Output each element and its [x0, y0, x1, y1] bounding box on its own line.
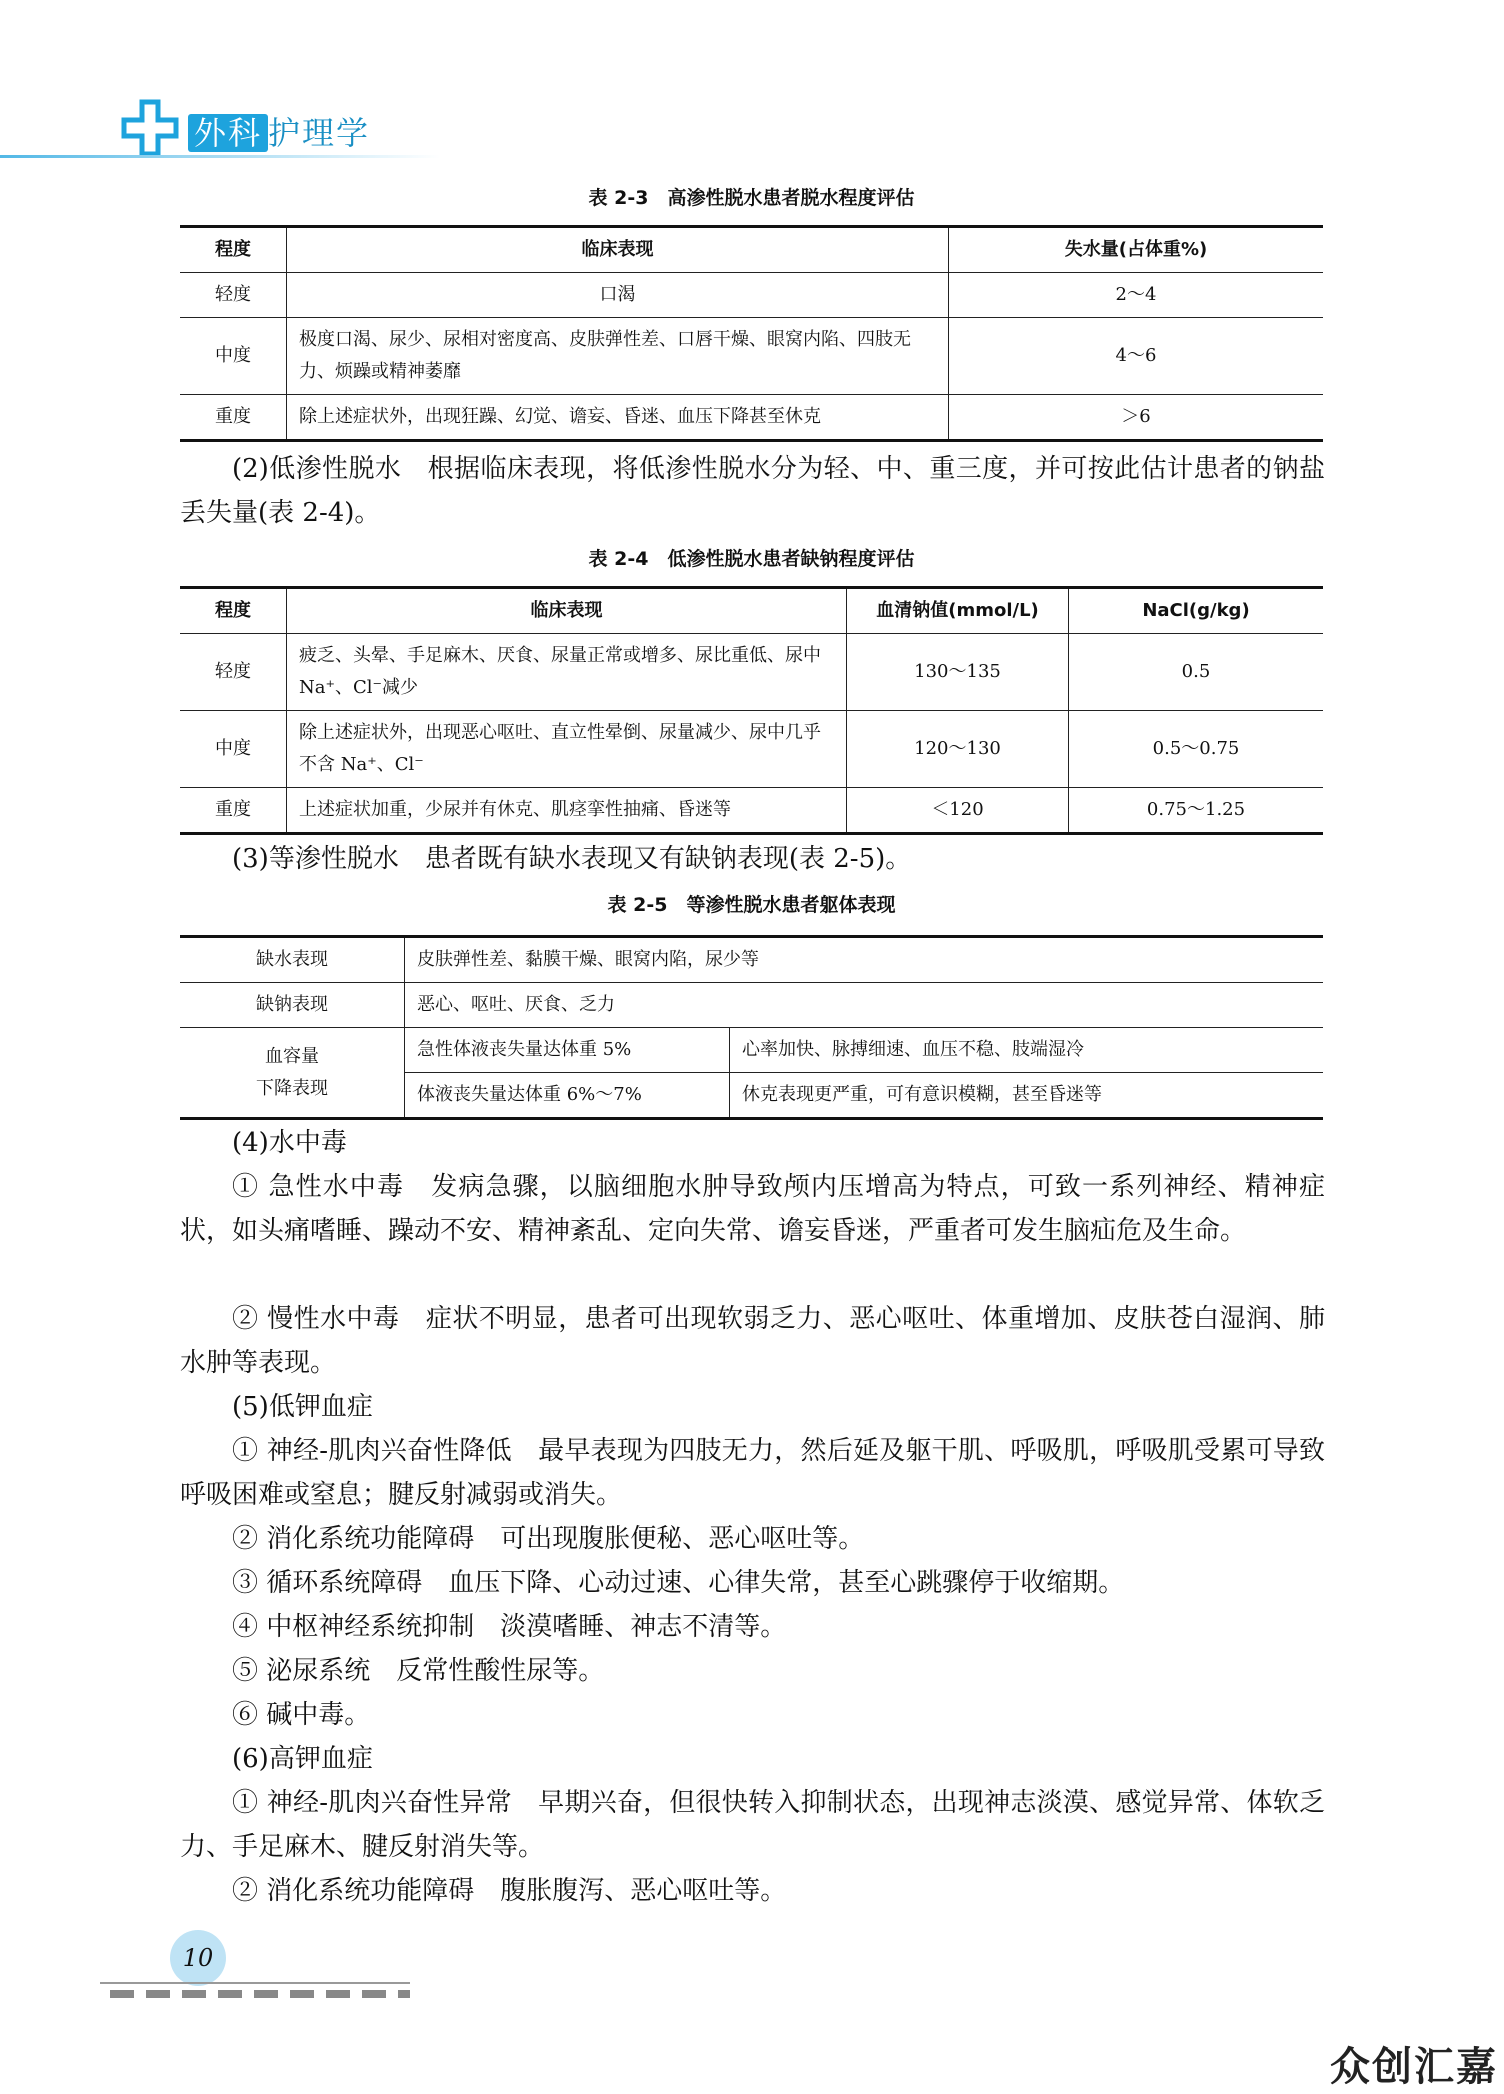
table-cell: 皮肤弹性差、黏膜干燥、眼窝内陷，尿少等 — [405, 937, 1324, 983]
brand-part2: 护理学 — [268, 114, 371, 152]
header-divider — [0, 155, 440, 158]
table-cell: 心率加快、脉搏细速、血压不稳、肢端湿冷 — [730, 1028, 1324, 1073]
label-line: 下降表现 — [256, 1077, 328, 1099]
label-line: 血容量 — [265, 1045, 319, 1067]
table-header-cell: 程度 — [180, 227, 287, 273]
table-header-cell: 程度 — [180, 588, 287, 634]
table-header-cell: 临床表现 — [287, 227, 949, 273]
table-cell: 中度 — [180, 318, 287, 395]
table-cell: 恶心、呕吐、厌食、乏力 — [405, 983, 1324, 1028]
paragraph-hypokalemia-digestive: ② 消化系统功能障碍 可出现腹胀便秘、恶心呕吐等。 — [232, 1524, 865, 1554]
table-cell: 0.5 — [1069, 634, 1324, 711]
table-cell: ＜120 — [847, 788, 1069, 834]
book-header — [110, 98, 410, 158]
paragraph-hypokalemia-circulatory: ③ 循环系统障碍 血压下降、心动过速、心律失常，甚至心跳骤停于收缩期。 — [232, 1568, 1125, 1598]
table-cell: 中度 — [180, 711, 287, 788]
table-cell: 轻度 — [180, 634, 287, 711]
table-2-3-caption: 表 2-3 高渗性脱水患者脱水程度评估 — [588, 187, 915, 209]
watermark: 众创汇嘉 — [1330, 2044, 1498, 2090]
table-cell: 疲乏、头晕、手足麻木、厌食、尿量正常或增多、尿比重低、尿中 Na⁺、Cl⁻减少 — [287, 634, 847, 711]
table-2-5 — [180, 935, 1323, 1120]
table-cell: 0.75～1.25 — [1069, 788, 1324, 834]
book-title-logo — [188, 108, 370, 154]
table-cell: 轻度 — [180, 273, 287, 318]
footer-dash-decoration — [110, 1990, 410, 1998]
paragraph-hyperkalemia-neuromuscular: ① 神经-肌肉兴奋性异常 早期兴奋，但很快转入抑制状态，出现神志淡漠、感觉异常、体软乏力、手足麻木、腱反射消失等。 — [180, 1788, 1325, 1862]
table-cell: 除上述症状外，出现恶心呕吐、直立性晕倒、尿量减少、尿中几乎不含 Na⁺、Cl⁻ — [287, 711, 847, 788]
table-cell: 急性体液丧失量达体重 5% — [405, 1028, 730, 1073]
table-cell: 除上述症状外，出现狂躁、幻觉、谵妄、昏迷、血压下降甚至休克 — [287, 395, 949, 441]
heading-hyperkalemia: (6)高钾血症 — [232, 1744, 373, 1774]
table-cell: 重度 — [180, 788, 287, 834]
page-number: 10 — [170, 1930, 226, 1986]
table-header-cell: 血清钠值(mmol/L) — [847, 588, 1069, 634]
table-2-4 — [180, 586, 1323, 835]
table-cell: 体液丧失量达体重 6%～7% — [405, 1073, 730, 1119]
paragraph-hypokalemia-cns: ④ 中枢神经系统抑制 淡漠嗜睡、神志不清等。 — [232, 1612, 787, 1642]
table-header-cell: NaCl(g/kg) — [1069, 588, 1324, 634]
heading-hypokalemia: (5)低钾血症 — [232, 1392, 373, 1422]
table-row — [180, 1028, 1323, 1073]
paragraph-chronic-water-intoxication: ② 慢性水中毒 症状不明显，患者可出现软弱乏力、恶心呕吐、体重增加、皮肤苍白湿润、肺水肿等表现。 — [180, 1304, 1325, 1378]
table-cell: 口渴 — [287, 273, 949, 318]
table-row — [180, 273, 1323, 318]
table-cell: ＞6 — [949, 395, 1324, 441]
table-row — [180, 937, 1323, 983]
table-2-5-caption: 表 2-5 等渗性脱水患者躯体表现 — [607, 894, 896, 916]
paragraph-hypokalemia-neuromuscular: ① 神经-肌肉兴奋性降低 最早表现为四肢无力，然后延及躯干肌、呼吸肌，呼吸肌受累可导致呼吸困难或窒息；腱反射减弱或消失。 — [180, 1436, 1325, 1510]
brand-part1: 外科 — [188, 114, 268, 152]
table-cell: 4～6 — [949, 318, 1324, 395]
table-row — [180, 634, 1323, 711]
table-cell-blood-volume-label — [180, 1028, 405, 1119]
table-cell: 缺水表现 — [180, 937, 405, 983]
paragraph-iso-osmotic-intro: (3)等渗性脱水 患者既有缺水表现又有缺钠表现(表 2-5)。 — [232, 844, 912, 874]
table-header-cell: 临床表现 — [287, 588, 847, 634]
table-row — [180, 711, 1323, 788]
paragraph-low-osmotic-intro: (2)低渗性脱水 根据临床表现，将低渗性脱水分为轻、中、重三度，并可按此估计患者的钠盐丢失量(表 2-4)。 — [180, 454, 1325, 528]
table-row — [180, 318, 1323, 395]
heading-water-intoxication: (4)水中毒 — [232, 1128, 347, 1158]
table-2-3 — [180, 225, 1323, 442]
table-cell: 120～130 — [847, 711, 1069, 788]
footer-divider — [100, 1982, 410, 1984]
medical-cross-icon — [120, 98, 180, 158]
table-row — [180, 395, 1323, 441]
table-cell: 极度口渴、尿少、尿相对密度高、皮肤弹性差、口唇干燥、眼窝内陷、四肢无力、烦躁或精神萎靡 — [287, 318, 949, 395]
paragraph-hypokalemia-urinary: ⑤ 泌尿系统 反常性酸性尿等。 — [232, 1656, 605, 1686]
paragraph-hyperkalemia-digestive: ② 消化系统功能障碍 腹胀腹泻、恶心呕吐等。 — [232, 1876, 787, 1906]
table-cell: 0.5～0.75 — [1069, 711, 1324, 788]
table-row — [180, 788, 1323, 834]
table-cell: 重度 — [180, 395, 287, 441]
table-header-cell: 失水量(占体重%) — [949, 227, 1324, 273]
table-cell: 上述症状加重，少尿并有休克、肌痉挛性抽痛、昏迷等 — [287, 788, 847, 834]
table-2-4-caption: 表 2-4 低渗性脱水患者缺钠程度评估 — [588, 548, 915, 570]
paragraph-hypokalemia-alkalosis: ⑥ 碱中毒。 — [232, 1700, 371, 1730]
table-row — [180, 983, 1323, 1028]
paragraph-acute-water-intoxication: ① 急性水中毒 发病急骤，以脑细胞水肿导致颅内压增高为特点，可致一系列神经、精神症状，如头痛嗜睡、躁动不安、精神紊乱、定向失常、谵妄昏迷，严重者可发生脑疝危及生命。 — [180, 1172, 1325, 1246]
table-cell: 2～4 — [949, 273, 1324, 318]
table-cell: 130～135 — [847, 634, 1069, 711]
table-cell: 缺钠表现 — [180, 983, 405, 1028]
table-cell: 休克表现更严重，可有意识模糊，甚至昏迷等 — [730, 1073, 1324, 1119]
